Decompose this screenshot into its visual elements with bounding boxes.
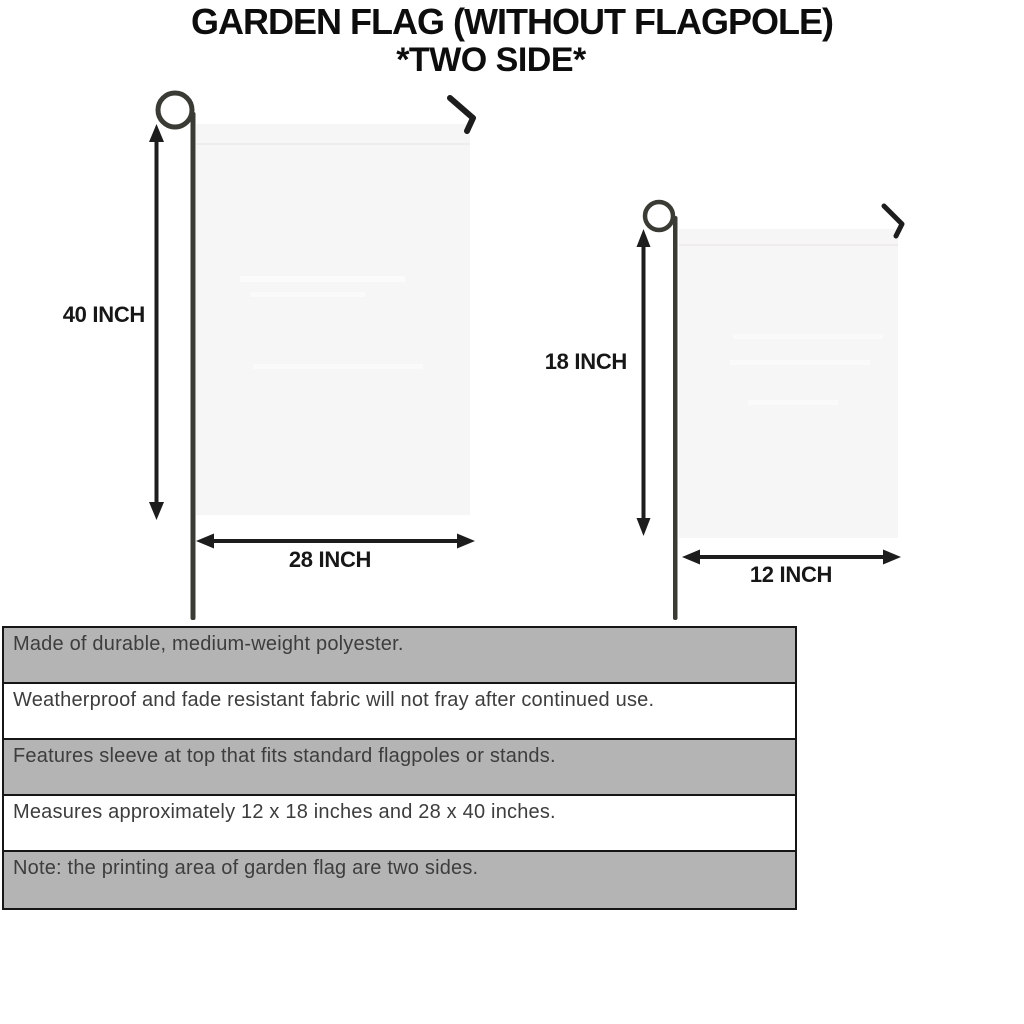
fabric-highlight: [748, 400, 838, 405]
large-flag-height-arrow: [149, 124, 164, 520]
small-flag-fabric: [679, 229, 898, 538]
feature-row-weatherproof: [4, 684, 795, 740]
small-flag-width-label: 12 INCH: [749, 562, 833, 587]
large-flag-pole: [191, 112, 196, 620]
page-subtitle: *TWO SIDE*: [396, 41, 586, 79]
small-flag-pole-loop: [645, 202, 673, 230]
small-flag-height-label: 18 INCH: [544, 349, 627, 374]
feature-text: Made of durable, medium-weight polyester.: [13, 633, 404, 655]
feature-text: Features sleeve at top that fits standard flagpoles or stands.: [13, 745, 556, 767]
fabric-highlight: [733, 334, 883, 339]
fabric-highlight: [240, 276, 405, 282]
page-title: GARDEN FLAG (WITHOUT FLAGPOLE): [191, 1, 833, 42]
feature-text: Measures approximately 12 x 18 inches and 28 x 40 inches.: [13, 801, 556, 823]
large-flag-pole-loop: [158, 93, 192, 127]
features-table: [2, 626, 797, 910]
feature-text: Note: the printing area of garden flag are two sides.: [13, 857, 479, 879]
small-flag-pole: [673, 216, 678, 620]
small-flag-group: [637, 202, 903, 620]
feature-row-note: [4, 852, 795, 908]
feature-text: Weatherproof and fade resistant fabric will not fray after continued use.: [13, 689, 655, 711]
feature-row-material: [4, 628, 795, 684]
feature-row-measurements: [4, 796, 795, 852]
fabric-highlight: [730, 360, 870, 365]
feature-row-sleeve: [4, 740, 795, 796]
fabric-highlight: [250, 292, 365, 297]
large-flag-width-label: 28 INCH: [288, 547, 372, 572]
large-flag-fabric: [196, 124, 470, 515]
small-flag-height-arrow: [637, 229, 651, 536]
large-flag-group: [149, 93, 475, 620]
fabric-highlight: [253, 364, 423, 369]
large-flag-height-label: 40 INCH: [62, 302, 145, 327]
